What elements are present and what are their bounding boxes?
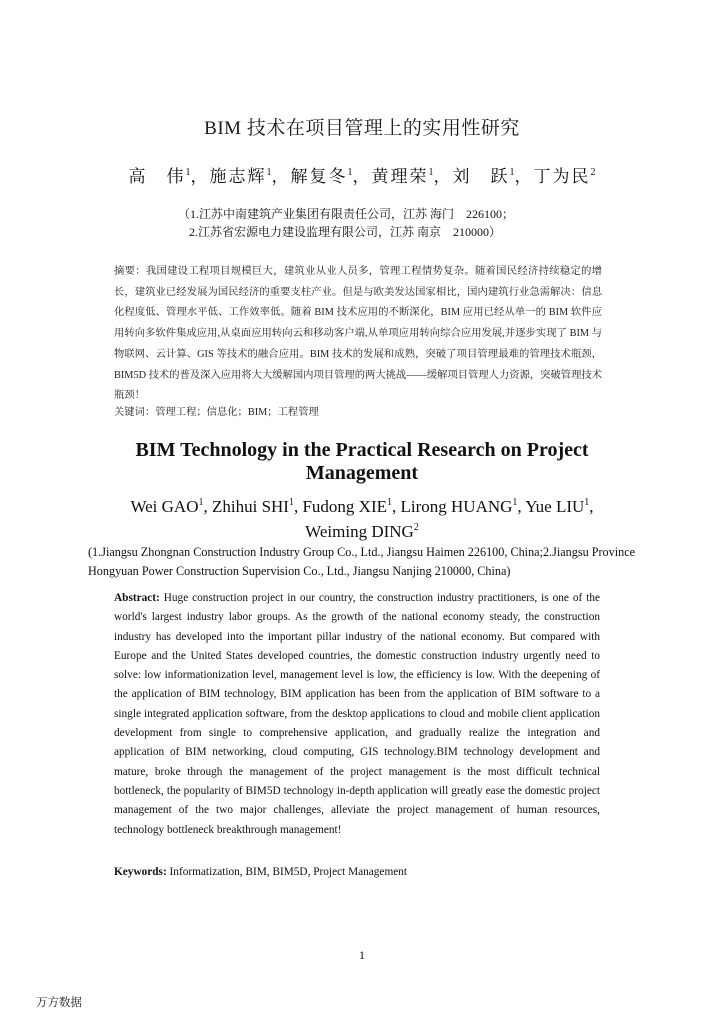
english-keywords-text: Informatization, BIM, BIM5D, Project Management — [166, 866, 408, 878]
english-author-affiliation-mark: 1 — [288, 497, 294, 508]
english-author-name: Wei GAO — [130, 497, 199, 516]
chinese-author-name: 高 伟 — [128, 167, 186, 186]
english-author-name: Weiming DING — [305, 522, 414, 541]
chinese-title: BIM 技术在项目管理上的实用性研究 — [204, 118, 520, 139]
english-author-separator: , — [293, 497, 303, 516]
chinese-affiliation-1: （1.江苏中南建筑产业集团有限责任公司，江苏 海门 226100； — [178, 207, 515, 221]
chinese-author-separator: ， — [271, 167, 291, 186]
chinese-author-name: 刘 跃 — [452, 167, 510, 186]
chinese-abstract-text: 我国建设工程项目规模巨大，建筑业从业人员多，管理工程情势复杂。随着国民经济持续稳定的增长，建筑业已经发展为国民经济的重要支柱产业。但是与欧美发达国家相比，国内建筑行业急需解决：信息化程度低、管理水平低、工作效率低。随着 BIM 技术应用的不断深化，BIM 应用已经从单一的 BIM 软件应用转向多软件集成应用,从桌面应用转向云和移动客户端,从单项应用转向综合应用发展,并逐步实现了 BIM 与物联网、云计算、GIS 等技术的融合应用。BIM 技术的发展和成熟，突破了项目管理最难的管理技术瓶颈，BIM5D 技术的普及深入应用将大大缓解国内项目管理的两大挑战——缓解项目管理人力资源，突破管理技术瓶颈！ — [114, 266, 603, 402]
english-keywords — [114, 866, 600, 878]
chinese-authors — [0, 162, 724, 187]
english-abstract-text: Huge construction project in our country, the construction industry practitioners, is one of the world's largest industry labor groups. As the growth of the national economy steady, the construction industry has developed into the important pillar industry of the national economy. But compared with Europe and the United States developed countries, the domestic construction industry urgently need to solve: low informationization level, management level is low, the efficiency is low. With the deepening of the application of BIM technology, BIM application has been from the application of BIM software to a single integrated application software, from the desktop applications to cloud and mobile client application development from single to comprehensive application, and gradually realize the integration and application of BIM networking, cloud computing, GIS technology.BIM technology development and mature, broke through the management of the project management is the most difficult technical bottleneck, the popularity of BIM5D technology in-depth application will greatly ease the domestic project management of the two major challenges, alleviate the project management of human resources, technology bottleneck breakthrough management! — [114, 592, 600, 836]
english-title: BIM Technology in the Practical Research on Project Management — [135, 439, 589, 484]
chinese-affiliation-2: 2.江苏省宏源电力建设监理有限公司，江苏 南京 210000） — [189, 225, 502, 239]
chinese-keywords — [114, 403, 602, 418]
english-author-name: Lirong HUANG — [400, 497, 513, 516]
chinese-author-affiliation-mark: 1 — [428, 167, 434, 178]
english-author-affiliation-mark: 2 — [413, 522, 419, 533]
chinese-author-separator: ， — [190, 167, 210, 186]
chinese-author-name: 解复冬 — [290, 167, 348, 186]
chinese-author-separator: ， — [352, 167, 372, 186]
chinese-author-name: 施志辉 — [209, 167, 267, 186]
english-author-affiliation-mark: 1 — [512, 497, 518, 508]
watermark: 万方数据 — [36, 995, 82, 1009]
chinese-keywords-text: 管理工程；信息化；BIM；工程管理 — [155, 407, 319, 418]
chinese-abstract — [114, 262, 602, 407]
english-author-name: Fudong XIE — [302, 497, 387, 516]
english-author-affiliation-mark: 1 — [584, 497, 590, 508]
chinese-author-name: 丁为民 — [533, 167, 591, 186]
page-number: 1 — [359, 948, 365, 962]
chinese-author-affiliation-mark: 1 — [266, 167, 272, 178]
chinese-author-separator: ， — [514, 167, 534, 186]
english-author-separator: , — [392, 497, 401, 516]
english-author-affiliation-mark: 1 — [198, 497, 204, 508]
chinese-keywords-label: 关键词： — [114, 407, 156, 418]
english-abstract — [114, 589, 600, 840]
english-affiliation: (1.Jiangsu Zhongnan Construction Industry Group Co., Ltd., Jiangsu Haimen 226100, China;2.Jiangsu Province Hongyuan Power Construction Supervision Co., Ltd., Jiangsu Nanjing 210000, China) — [88, 545, 636, 578]
english-author-separator: , — [517, 497, 526, 516]
english-author-affiliation-mark: 1 — [387, 497, 392, 508]
english-author-separator: , — [589, 497, 594, 516]
chinese-author-separator: ， — [433, 167, 453, 186]
chinese-author-affiliation-mark: 1 — [185, 167, 191, 178]
english-abstract-label: Abstract: — [114, 592, 160, 604]
english-author-name: Yue LIU — [525, 497, 585, 516]
chinese-author-name: 黄理荣 — [371, 167, 429, 186]
english-authors — [0, 492, 724, 542]
english-author-separator: , — [203, 497, 212, 516]
chinese-abstract-label: 摘要： — [114, 266, 146, 277]
chinese-author-affiliation-mark: 1 — [509, 167, 515, 178]
english-author-name: Zhihui SHI — [211, 497, 289, 516]
english-keywords-label: Keywords: — [114, 866, 167, 878]
chinese-author-affiliation-mark: 2 — [590, 167, 596, 178]
chinese-author-affiliation-mark: 1 — [347, 167, 353, 178]
